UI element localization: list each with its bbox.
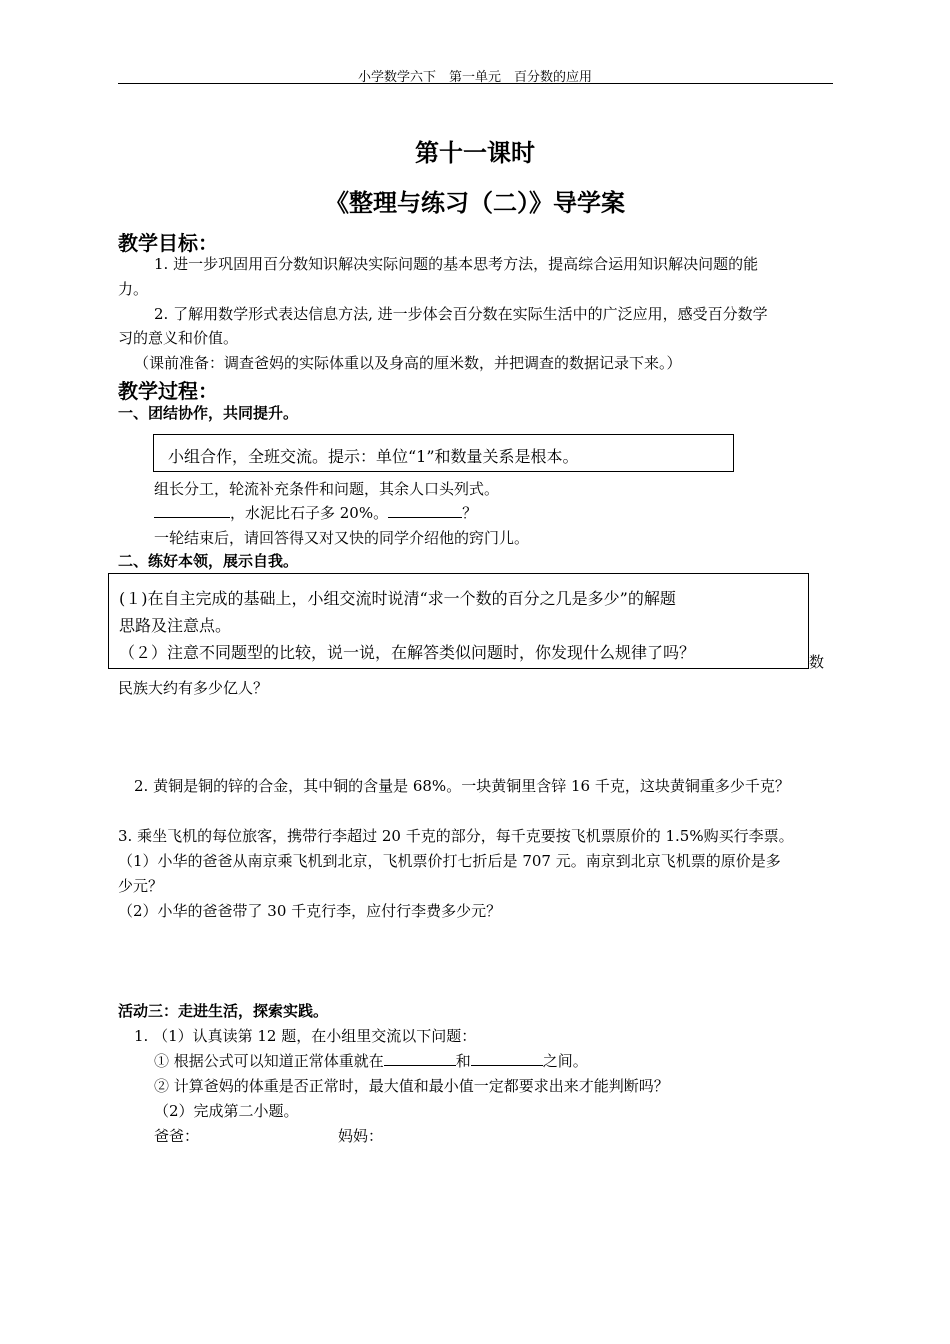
header-rule (118, 83, 833, 84)
question-a-middle: 和 (455, 1052, 471, 1070)
blank-field[interactable] (154, 517, 230, 518)
question-3-1-line-1: （1）小华的爸爸从南京乘飞机到北京，飞机票价打七折后是 707 元。南京到北京飞机票的原价是多 (118, 852, 781, 870)
activity-3-title: 活动三：走进生活，探索实践。 (118, 1002, 329, 1020)
partially-hidden-text: 数 (809, 653, 825, 671)
activity-3-question-a (154, 1050, 588, 1071)
goal-2-line-1: 2. 了解用数学形式表达信息方法, 进一步体会百分数在实际生活中的广泛应用，感受百分数学 (154, 305, 768, 323)
part-2-title: 二、练好本领，展示自我。 (118, 552, 299, 570)
blank-field[interactable] (384, 1065, 456, 1066)
goal-2-line-2: 习的意义和价值。 (118, 329, 239, 347)
question-1-tail: 民族大约有多少亿人？ (118, 679, 269, 697)
lesson-title: 《整理与练习（二）》导学案 (325, 189, 625, 217)
round-end-instruction: 一轮结束后，请回答得又对又快的同学介绍他的窍门儿。 (154, 529, 530, 547)
question-a-end: 之间。 (542, 1052, 588, 1070)
question-3: 3. 乘坐飞机的每位旅客，携带行李超过 20 千克的部分，每千克要按飞机票原价的 1.5%购买行李票。 (118, 827, 794, 845)
discussion-line-2: 思路及注意点。 (119, 616, 232, 635)
blank-field[interactable] (471, 1065, 543, 1066)
goal-1-line-1: 1. 进一步巩固用百分数知识解决实际问题的基本思考方法，提高综合运用知识解决问题的能 (154, 255, 759, 273)
activity-3-question-b: ② 计算爸妈的体重是否正常时，最大值和最小值一定都要求出来才能判断吗？ (154, 1077, 669, 1095)
blank-field[interactable] (388, 517, 462, 518)
question-3-1-line-2: 少元？ (118, 877, 164, 895)
discussion-box (108, 573, 809, 669)
question-2: 2. 黄铜是铜的锌的合金，其中铜的含量是 68%。一块黄铜里含锌 16 千克，这块黄铜重多少千克？ (134, 777, 790, 795)
activity-3-item-1: 1. （1）认真读第 12 题，在小组里交流以下问题： (134, 1027, 477, 1045)
page-header: 小学数学六下 第一单元 百分数的应用 (357, 70, 592, 85)
fill-in-end: ？ (462, 504, 478, 522)
lesson-number-title: 第十一课时 (415, 139, 535, 167)
group-instruction: 组长分工，轮流补充条件和问题，其余人口头列式。 (154, 480, 500, 498)
goal-1-line-2: 力。 (118, 280, 149, 298)
dad-label: 爸爸： (154, 1127, 200, 1145)
discussion-line-3: （２）注意不同题型的比较，说一说，在解答类似问题时，你发现什么规律了吗？ (119, 643, 696, 662)
part-1-title: 一、团结协作，共同提升。 (118, 404, 299, 422)
discussion-line-1: (１)在自主完成的基础上，小组交流时说清“求一个数的百分之几是多少”的解题 (119, 589, 676, 608)
mom-label: 妈妈： (338, 1127, 384, 1145)
class-preparation-note: （课前准备：调查爸妈的实际体重以及身高的厘米数，并把调查的数据记录下来。） (134, 354, 682, 372)
goals-heading: 教学目标： (118, 231, 218, 255)
question-3-2: （2）小华的爸爸带了 30 千克行李，应付行李费多少元？ (118, 902, 502, 920)
hint-box (153, 434, 734, 472)
question-a-start: ① 根据公式可以知道正常体重就在 (154, 1052, 384, 1070)
fill-in-line (154, 502, 477, 523)
hint-text: 小组合作，全班交流。提示：单位“1”和数量关系是根本。 (168, 447, 579, 466)
fill-in-middle: ，水泥比石子多 20%。 (230, 504, 389, 522)
process-heading: 教学过程： (118, 379, 218, 403)
activity-3-item-2: （2）完成第二小题。 (154, 1102, 299, 1120)
